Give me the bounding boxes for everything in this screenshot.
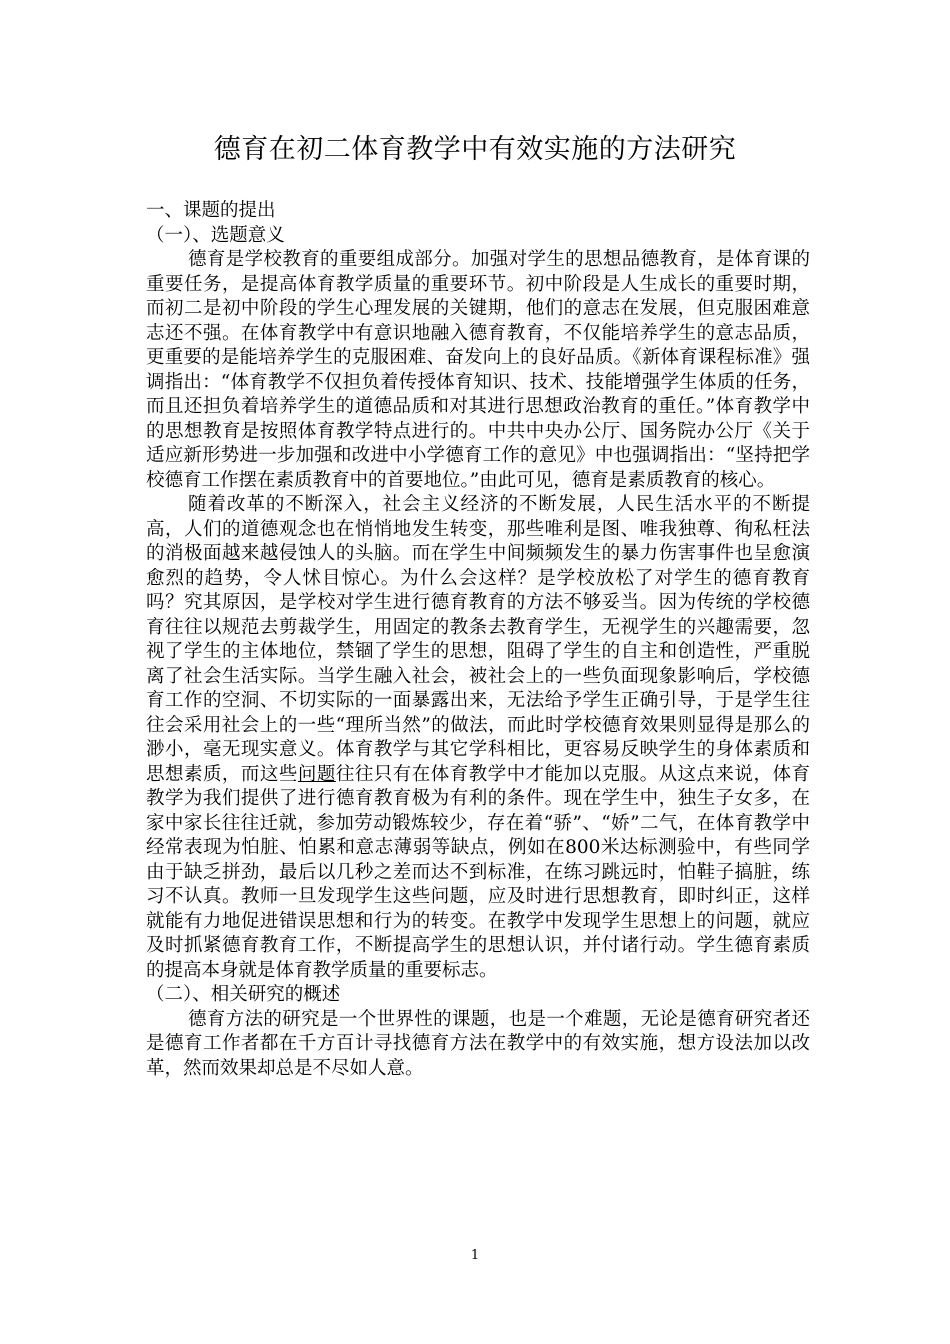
paragraph-text: 往往只有在体育教学中才能加以克服。从这点来说，体育教学为我们提供了进行德育教育极为有利的条件。现在学生中，独生子女多，在家中家长往往迁就，参加劳动锻炼较少，存在着“骄”、“娇”二气，在体育教学中经常表现为怕脏、怕累和意志薄弱等缺点，例如在800米达标测验中，有些同学由于缺乏拼劲，最后以几秒之差而达不到标准，在练习跳远时，怕鞋子搞脏，练习不认真。教师一旦发现学生这些问题，应及时进行思想教育，即时纠正，这样就能有力地促进错误思想和行为的转变。在教学中发现学生思想上的问题，就应及时抓紧德育教育工作，不断提高学生的思想认识，并付诸行动。学生德育素质的提高本身就是体育教学质量的重要标志。	[146, 763, 810, 981]
paragraph: 德育方法的研究是一个世界性的课题，也是一个难题，无论是德育研究者还是德育工作者都在千方百计寻找德育方法在教学中的有效实施，想方设法加以改革，然而效果却总是不尽如人意。	[146, 1008, 810, 1079]
paragraph-text: 随着改革的不断深入，社会主义经济的不断发展，人民生活水平的不断提高，人们的道德观念也在悄悄地发生转变，那些唯利是图、唯我独尊、徇私枉法的消极面越来越侵蚀人的头脑。而在学生中间频频发生的暴力伤害事件也呈愈演愈烈的趋势，令人怵目惊心。为什么会这样？是学校放松了对学生的德育教育吗？究其原因，是学校对学生进行德育教育的方法不够妥当。因为传统的学校德育往往以规范去剪裁学生，用固定的教条去教育学生，无视学生的兴趣需要，忽视了学生的主体地位，禁锢了学生的思想，阻碍了学生的自主和创造性，严重脱离了社会生活实际。当学生融入社会，被社会上的一些负面现象影响后，学校德育工作的空洞、不切实际的一面暴露出来，无法给予学生正确引导，于是学生往往会采用社会上的一些“理所当然”的做法，而此时学校德育效果则显得是那么的渺小，毫无现实意义。体育教学与其它学科相比，更容易反映学生的身体素质和思想素质，而这些	[146, 494, 810, 785]
section-heading: 一、课题的提出	[146, 200, 276, 221]
page-number: 1	[470, 1248, 480, 1263]
subsection-heading: （一）、选题意义	[146, 224, 285, 246]
underlined-link[interactable]: 问题	[297, 763, 336, 785]
paragraph: 德育是学校教育的重要组成部分。加强对学生的思想品德教育，是体育课的重要任务，是提高体育教学质量的重要环节。初中阶段是人生成长的重要时期，而初二是初中阶段的学生心理发展的关键期，他们的意志在发展，但克服困难意志还不强。在体育教学中有意识地融入德育教育，不仅能培养学生的意志品质，更重要的是能培养学生的克服困难、奋发向上的良好品质。《新体育课程标准》强调指出：“体育教学不仅担负着传授体育知识、技术、技能增强学生体质的任务，而且还担负着培养学生的道德品质和对其进行思想政治教育的重任。”体育教学中的思想教育是按照体育教学特点进行的。中共中央办公厅、国务院办公厅《关于适应新形势进一步加强和改进中小学德育工作的意见》中也强调指出：“坚持把学校德育工作摆在素质教育中的首要地位。”由此可见，德育是素质教育的核心。	[146, 249, 810, 491]
document-title: 德育在初二体育教学中有效实施的方法研究	[213, 134, 737, 165]
document-body	[146, 199, 810, 1081]
subsection-heading: （二）、相关研究的概述	[146, 984, 341, 1005]
paragraph	[146, 493, 810, 983]
